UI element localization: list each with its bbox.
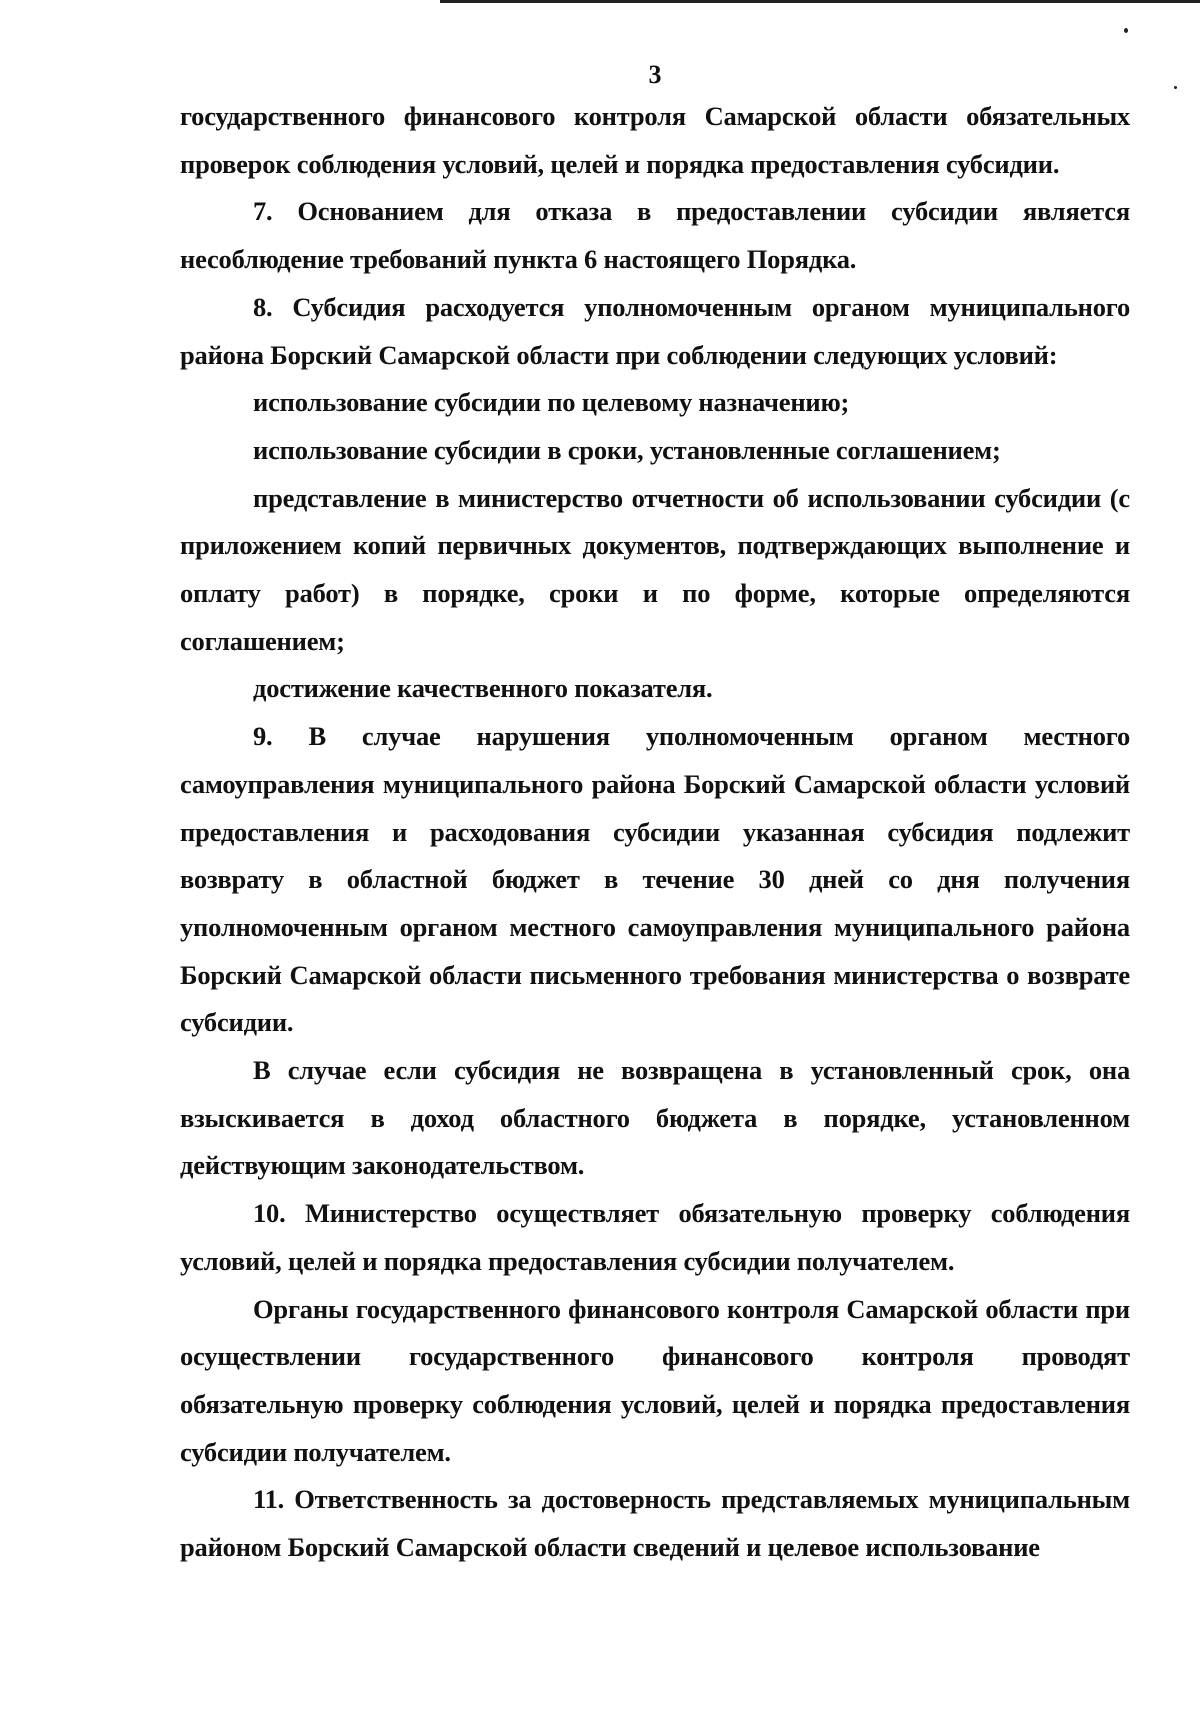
paragraph-condition-purpose: использование субсидии по целевому назначению;	[253, 387, 850, 418]
document-body	[180, 93, 1130, 1572]
paragraph-item-10-control: Органы государственного финансового контроля Самарской области при осуществлении государственного финансового контроля проводят обязательную проверку соблюдения условий, целей и порядка предоставления субсидии получателем.	[180, 1293, 1130, 1467]
paragraph-item-8: 8. Субсидия расходуется уполномоченным органом муниципального района Борский Самарской области при соблюдении следующих условий:	[180, 291, 1130, 370]
scan-speck	[1124, 28, 1128, 33]
paragraph-item-10: 10. Министерство осуществляет обязательную проверку соблюдения условий, целей и порядка предоставления субсидии получателем.	[180, 1198, 1130, 1276]
scan-top-border	[440, 0, 1200, 3]
paragraph-continuation: государственного финансового контроля Самарской области обязательных проверок соблюдения условий, целей и порядка предоставления субсидии.	[180, 101, 1130, 179]
paragraph-item-11: 11. Ответственность за достоверность представляемых муниципальным районом Борский Самарской области сведений и целевое использование	[180, 1484, 1130, 1563]
paragraph-item-9-recovery: В случае если субсидия не возвращена в установленный срок, она взыскивается в доход областного бюджета в порядке, установленном действующим законодательством.	[180, 1055, 1130, 1181]
paragraph-condition-indicator: достижение качественного показателя.	[253, 673, 713, 704]
page-number: 3	[648, 60, 662, 89]
paragraph-item-7: 7. Основанием для отказа в предоставлении субсидии является несоблюдение требований пункта 6 настоящего Порядка.	[180, 196, 1130, 275]
paragraph-condition-reporting: представление в министерство отчетности об использовании субсидии (с приложением копий первичных документов, подтверждающих выполнение и оплату работ) в порядке, сроки и по форме, которые определяются соглашением;	[180, 482, 1130, 656]
paragraph-item-9: 9. В случае нарушения уполномоченным органом местного самоуправления муниципального района Борский Самарской области условий предоставления и расходования субсидии указанная субсидия подлежит возврату в областной бюджет в течение 30 дней со дня получения уполномоченным органом местного самоуправления муниципального района Борский Самарской области письменного требования министерства о возврате субсидии.	[180, 721, 1130, 1038]
paragraph-condition-terms: использование субсидии в сроки, установленные соглашением;	[253, 434, 1001, 465]
